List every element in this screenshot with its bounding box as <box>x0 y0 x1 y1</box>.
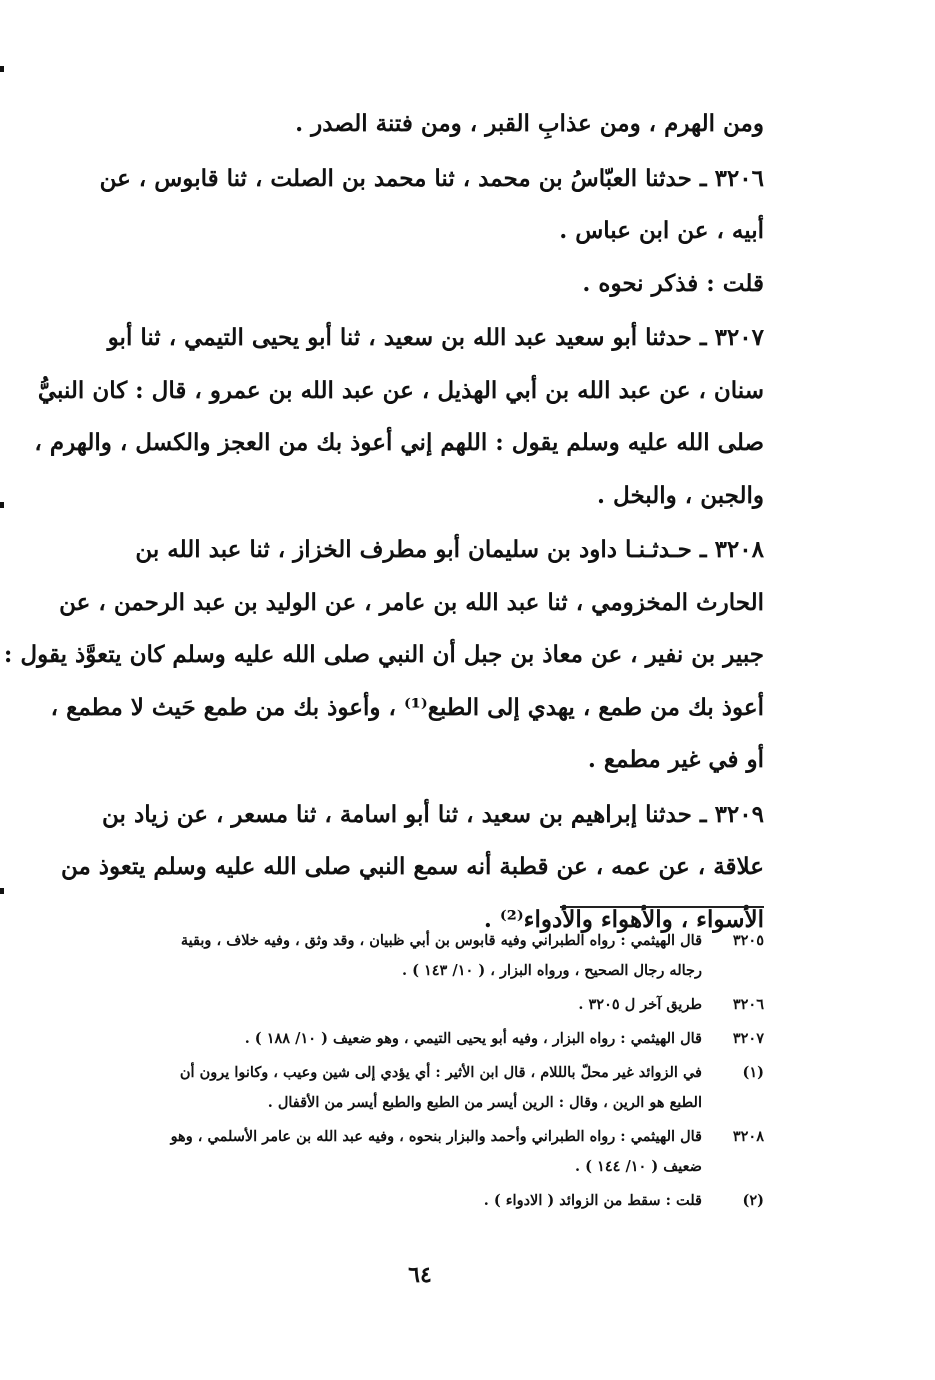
footnote-line: طريق آخر ل ٣٢٠٥ . <box>578 996 702 1013</box>
footnote-key: ٣٢٠٨ <box>732 1128 764 1145</box>
footnote-body <box>112 1024 702 1054</box>
footnotes <box>112 926 764 1220</box>
footnote-body <box>112 1122 702 1182</box>
footnote-key: (١) <box>742 1064 764 1081</box>
footnote-body <box>112 1186 702 1216</box>
hadith-3209-line: ٣٢٠٩ ـ حدثنا إبراهيم بن سعيد ، ثنا أبو اسامة ، ثنا مسعر ، عن زياد بن <box>102 800 764 828</box>
page-number: ٦٤ <box>408 1262 432 1288</box>
footnote-line: قلت : سقط من الزوائد ( الادواء ) . <box>483 1192 702 1209</box>
hadith-3207-line: ٣٢٠٧ ـ حدثنا أبو سعيد عبد الله بن سعيد ، ثنا أبو يحيى التيمي ، ثنا أبو <box>107 324 764 351</box>
footnote-key: (٢) <box>742 1192 764 1209</box>
footnote-line: قال الهيثمي : رواه الطبراني وفيه قابوس بن أبي ظبيان ، وقد وثق ، وفيه خلاف ، وبقية <box>180 932 702 949</box>
footnote-3208 <box>112 1122 764 1182</box>
footnote-key: ٣٢٠٧ <box>732 1030 764 1047</box>
footnote-line: قال الهيثمي : رواه الطبراني وأحمد والبزار بنحوه ، وفيه عبد الله بن عامر الأسلمي ، وهو <box>170 1128 702 1145</box>
margin-mark <box>0 888 4 894</box>
hadith-3208-line: ٣٢٠٨ ـ حـدثـنـا داود بن سليمان أبو مطرف الخزاز ، ثنا عبد الله بن <box>135 536 764 563</box>
footnote-divider <box>560 906 764 908</box>
footnote-line: ضعيف ( ١٠/ ١٤٤ ) . <box>575 1158 702 1175</box>
footnote-1 <box>112 1058 764 1118</box>
main-text <box>3 98 764 946</box>
footnote-2 <box>112 1186 764 1216</box>
margin-mark <box>0 502 4 508</box>
footnote-3206 <box>112 990 764 1020</box>
footnote-body <box>112 1058 702 1118</box>
footnote-body <box>112 990 702 1020</box>
footnote-line: قال الهيثمي : رواه البزار ، وفيه أبو يحيى التيمي ، وهو ضعيف ( ١٠/ ١٨٨ ) . <box>244 1030 702 1047</box>
footnote-key: ٣٢٠٦ <box>732 996 764 1013</box>
text-line: أبيه ، عن ابن عباس . <box>559 217 764 244</box>
text-line: قلت : فذكر نحوه . <box>582 269 764 297</box>
footnote-line: في الزوائد غير محلّ بالللام ، قال ابن الأثير : أي يؤدي إلى شين وعيب ، وكانوا يرون أن <box>179 1064 702 1081</box>
footnote-body <box>112 926 702 986</box>
footnote-line: الطبع هو الرين ، وقال : الرين أيسر من الطبع والطبع أيسر من الأقفال . <box>267 1094 702 1111</box>
margin-mark <box>0 66 4 72</box>
text-line: علاقة ، عن عمه ، عن قطبة أنه سمع النبي صلى الله عليه وسلم يتعوذ من <box>60 853 764 880</box>
text-line: أو في غير مطمع . <box>587 746 764 773</box>
text-line: ومن الهرم ، ومن عذابِ القبر ، ومن فتنة الصدر . <box>295 110 764 137</box>
text-line: أعوذ بك من طمع ، يهدي إلى الطبع⁽¹⁾ ، وأعوذ بك من طمع حَيث لا مطمع ، <box>50 693 764 721</box>
text-line: جبير بن نفير ، عن معاذ بن جبل أن النبي صلى الله عليه وسلم كان يتعوَّذ يقول : <box>3 641 764 668</box>
text-line: الحارث المخزومي ، ثنا عبد الله بن عامر ، عن الوليد بن عبد الرحمن ، عن <box>59 588 764 616</box>
footnote-key: ٣٢٠٥ <box>732 932 764 949</box>
text-line: الأسواء ، والأهواء والأدواء⁽²⁾ . <box>483 905 764 933</box>
footnote-3205 <box>112 926 764 986</box>
hadith-3206-line: ٣٢٠٦ ـ حدثنا العبّاسُ بن محمد ، ثنا محمد بن الصلت ، ثنا قابوس ، عن <box>99 164 764 192</box>
text-line: والجبن ، والبخل . <box>597 481 764 509</box>
footnote-line: رجاله رجال الصحيح ، ورواه البزار ، ( ١٠/ ١٤٣ ) . <box>401 962 702 979</box>
text-line: سنان ، عن عبد الله بن أبي الهذيل ، عن عبد الله بن عمرو ، قال : كان النبيُّ <box>37 376 764 404</box>
text-line: صلى الله عليه وسلم يقول : اللهم إني أعوذ بك من العجز والكسل ، والهرم ، <box>34 429 764 456</box>
footnote-3207 <box>112 1024 764 1054</box>
